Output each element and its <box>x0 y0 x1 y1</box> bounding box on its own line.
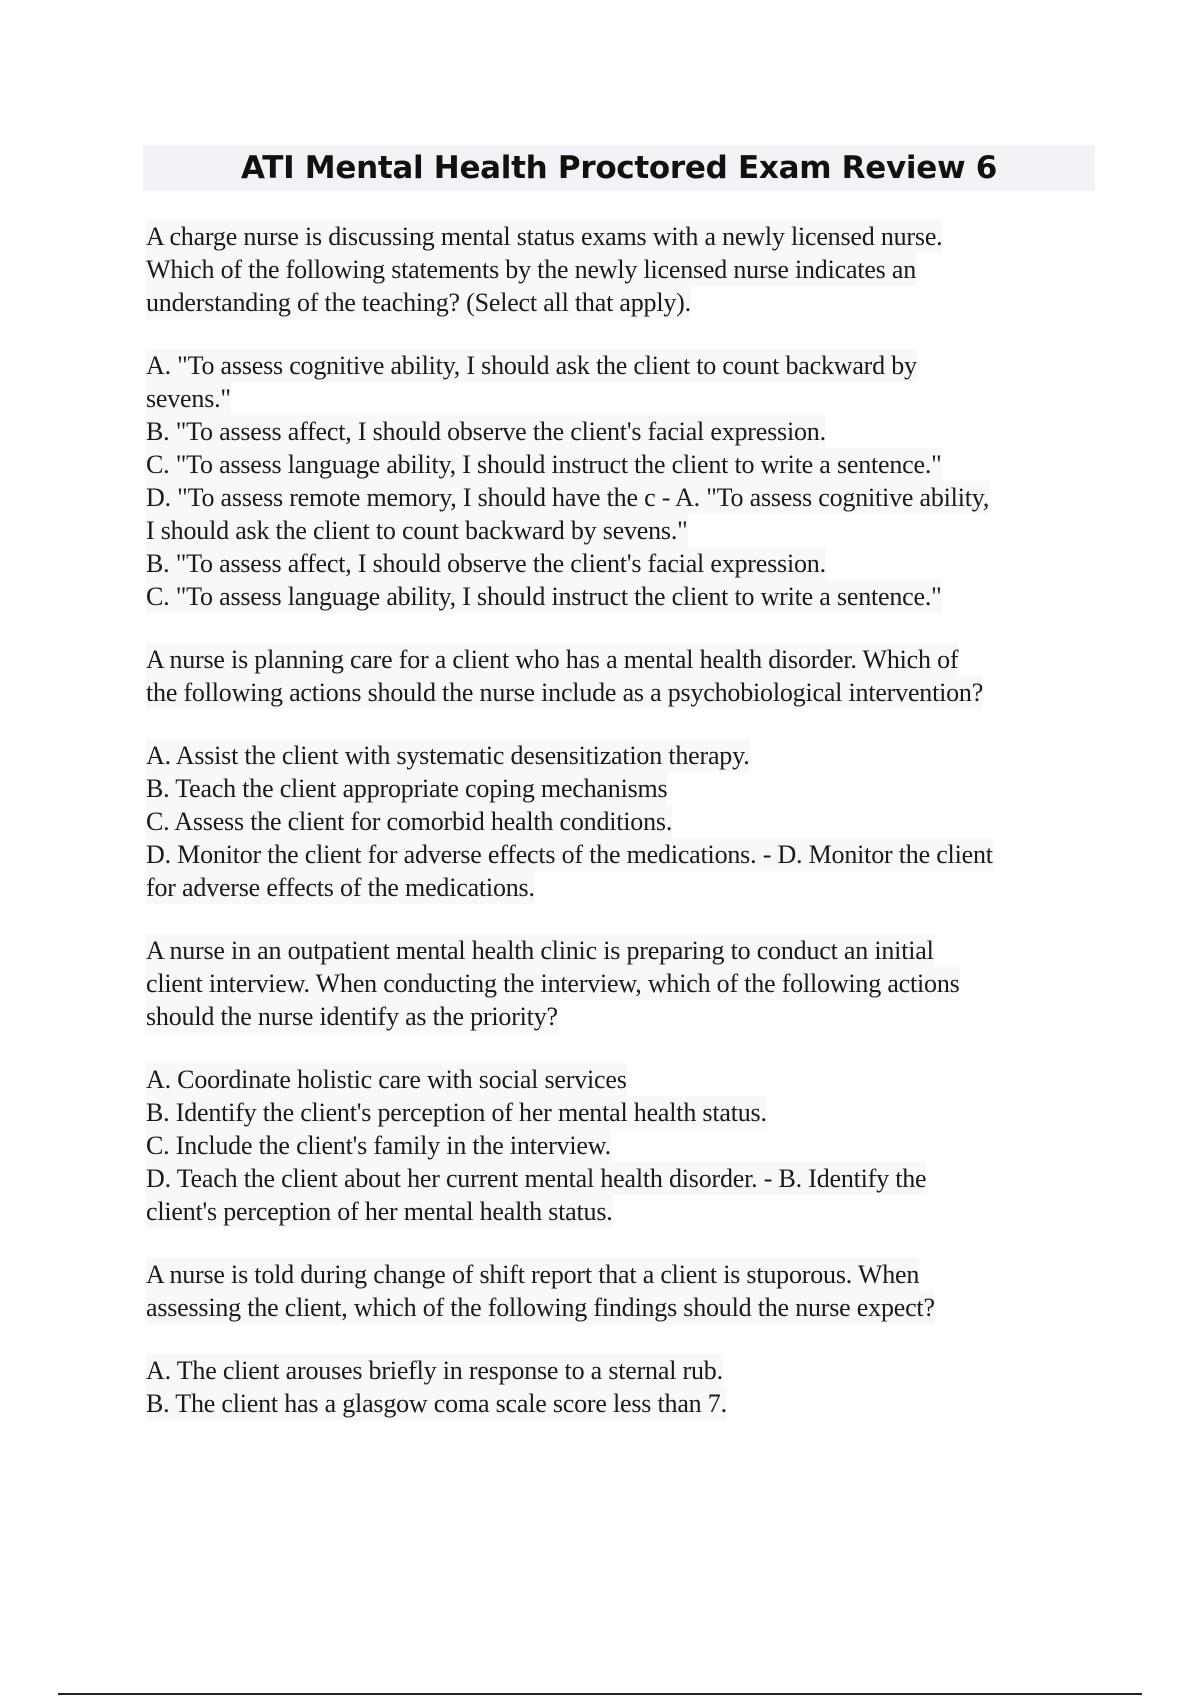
text-line: client interview. When conducting the interview, which of the following actions <box>146 969 960 998</box>
text-line: D. Teach the client about her current mental health disorder. - B. Identify the <box>146 1164 927 1193</box>
text-line: should the nurse identify as the priority? <box>146 1002 558 1031</box>
text-line: A. Assist the client with systematic desensitization therapy. <box>146 741 750 770</box>
question-1-stem <box>146 220 1096 319</box>
text-line: the following actions should the nurse include as a psychobiological intervention? <box>146 678 984 707</box>
text-line: B. "To assess affect, I should observe the client's facial expression. <box>146 549 826 578</box>
text-line: B. "To assess affect, I should observe the client's facial expression. <box>146 417 826 446</box>
document-title: ATI Mental Health Proctored Exam Review 6 <box>240 150 998 186</box>
text-line: understanding of the teaching? (Select all that apply). <box>146 288 691 317</box>
text-line: assessing the client, which of the following findings should the nurse expect? <box>146 1293 935 1322</box>
text-line: C. Include the client's family in the interview. <box>146 1131 611 1160</box>
text-line: A. The client arouses briefly in response to a sternal rub. <box>146 1356 723 1385</box>
document-body <box>146 220 1096 1420</box>
text-line: D. "To assess remote memory, I should have the c - A. "To assess cognitive ability, <box>146 483 990 512</box>
text-line: C. Assess the client for comorbid health conditions. <box>146 807 673 836</box>
text-line: sevens." <box>146 384 231 413</box>
question-4-stem <box>146 1258 1096 1324</box>
footer-divider <box>58 1693 1142 1695</box>
question-2-options <box>146 739 1096 904</box>
text-line: B. Identify the client's perception of her mental health status. <box>146 1098 767 1127</box>
text-line: C. "To assess language ability, I should instruct the client to write a sentence." <box>146 450 942 479</box>
text-line: I should ask the client to count backward by sevens." <box>146 516 688 545</box>
text-line: D. Monitor the client for adverse effects of the medications. - D. Monitor the client <box>146 840 993 869</box>
question-1-options <box>146 349 1096 613</box>
title-bar <box>143 145 1095 191</box>
question-4-options <box>146 1354 1096 1420</box>
question-3-options <box>146 1063 1096 1228</box>
text-line: A nurse is planning care for a client who has a mental health disorder. Which of <box>146 645 959 674</box>
text-line: A. Coordinate holistic care with social services <box>146 1065 627 1094</box>
question-2-stem <box>146 643 1096 709</box>
text-line: Which of the following statements by the newly licensed nurse indicates an <box>146 255 917 284</box>
text-line: for adverse effects of the medications. <box>146 873 535 902</box>
text-line: client's perception of her mental health status. <box>146 1197 613 1226</box>
text-line: A nurse in an outpatient mental health clinic is preparing to conduct an initial <box>146 936 934 965</box>
text-line: B. The client has a glasgow coma scale score less than 7. <box>146 1389 727 1418</box>
question-3-stem <box>146 934 1096 1033</box>
text-line: A charge nurse is discussing mental status exams with a newly licensed nurse. <box>146 222 943 251</box>
text-line: B. Teach the client appropriate coping mechanisms <box>146 774 668 803</box>
text-line: C. "To assess language ability, I should instruct the client to write a sentence." <box>146 582 942 611</box>
text-line: A. "To assess cognitive ability, I should ask the client to count backward by <box>146 351 917 380</box>
text-line: A nurse is told during change of shift report that a client is stuporous. When <box>146 1260 920 1289</box>
